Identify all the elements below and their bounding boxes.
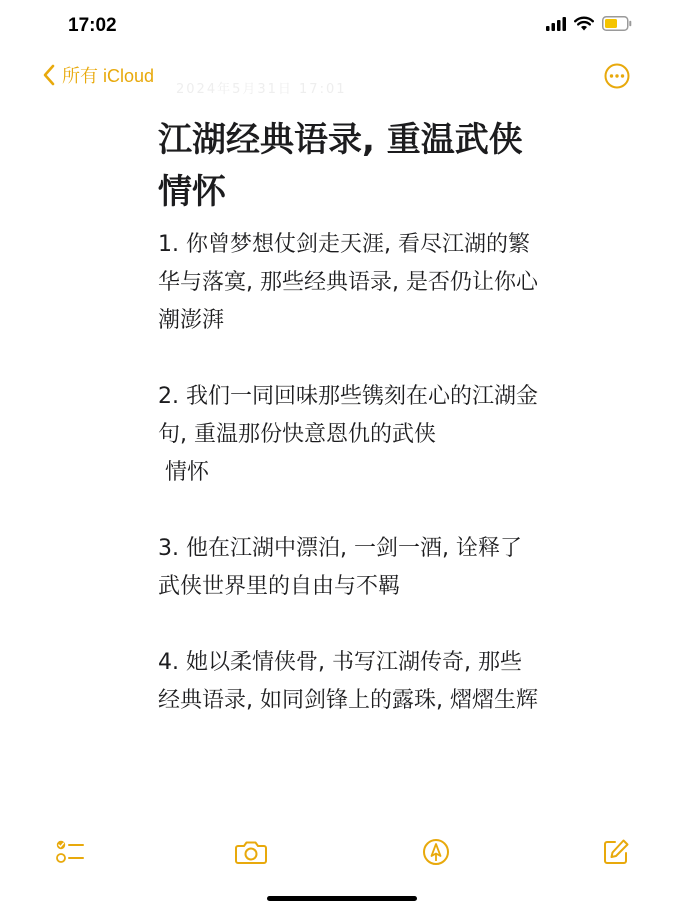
compose-button[interactable] xyxy=(598,834,634,870)
note-paragraph-2: 2. 我们一同回味那些镌刻在心的江湖金句, 重温那份快意恩仇的武侠 情怀 xyxy=(158,384,538,485)
checklist-button[interactable] xyxy=(52,834,88,870)
ellipsis-circle-icon[interactable] xyxy=(604,63,630,89)
note-body[interactable] xyxy=(158,226,538,758)
markup-pen-icon xyxy=(422,838,450,866)
camera-icon xyxy=(235,839,267,865)
note-title[interactable]: 江湖经典语录, 重温武侠情怀 xyxy=(158,120,523,212)
wifi-icon xyxy=(574,16,594,31)
camera-button[interactable] xyxy=(233,834,269,870)
checklist-icon xyxy=(55,838,85,866)
back-label: 所有 iCloud xyxy=(62,66,155,86)
compose-icon xyxy=(602,838,630,866)
note-paragraph-4: 4. 她以柔情侠骨, 书写江湖传奇, 那些经典语录, 如同剑锋上的露珠, 熠熠生辉 xyxy=(158,650,538,713)
markup-button[interactable] xyxy=(418,834,454,870)
note-paragraph-1: 1. 你曾梦想仗剑走天涯, 看尽江湖的繁华与落寞, 那些经典语录, 是否仍让你心潮澎湃 xyxy=(158,232,538,333)
status-icons xyxy=(546,16,632,31)
status-time: 17:02 xyxy=(68,15,117,36)
bottom-toolbar xyxy=(0,834,684,870)
cellular-signal-icon xyxy=(546,17,566,31)
note-date: 2024年5月31日 17:01 xyxy=(176,82,347,97)
back-button[interactable] xyxy=(42,62,154,88)
note-paragraph-3: 3. 他在江湖中漂泊, 一剑一酒, 诠释了武侠世界里的自由与不羁 xyxy=(158,536,522,599)
home-indicator xyxy=(267,896,417,901)
status-bar xyxy=(0,0,684,54)
chevron-left-icon xyxy=(42,64,56,86)
battery-icon xyxy=(602,16,632,31)
